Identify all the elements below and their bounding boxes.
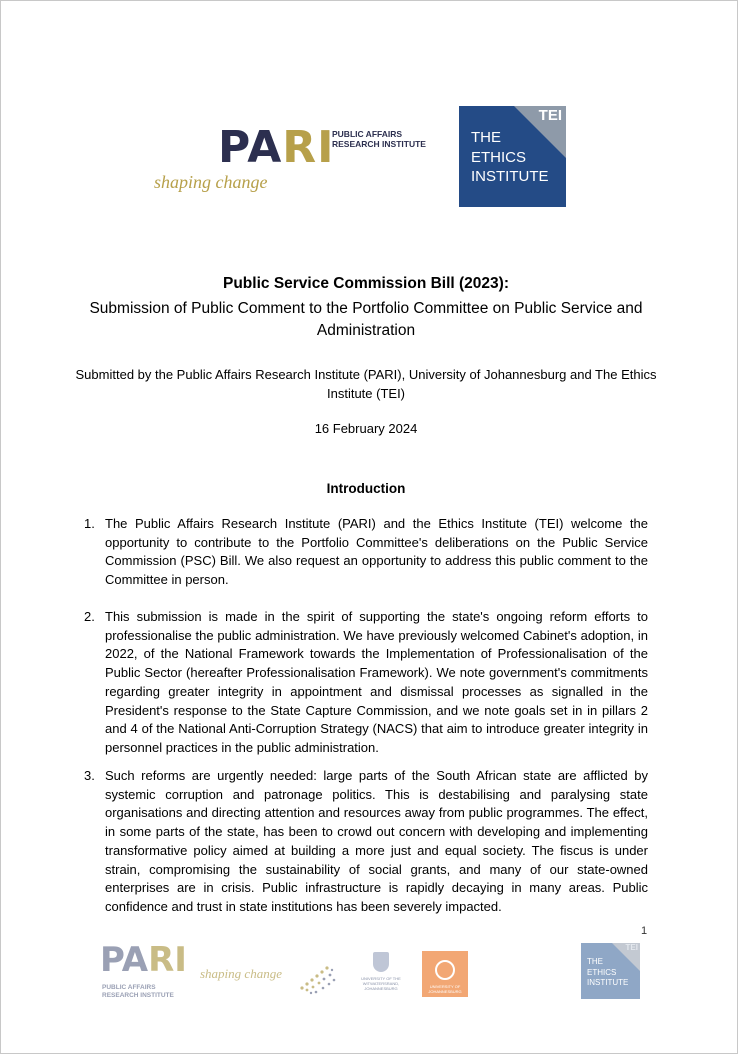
page-number: 1 (641, 925, 648, 937)
footer-pari-mark: PARI (100, 940, 187, 980)
pari-logo-subtitle: PUBLIC AFFAIRS RESEARCH INSTITUTE (332, 129, 426, 149)
footer-tei-name: THE ETHICS INSTITUTE (587, 957, 629, 987)
footer-uj-logo (422, 951, 468, 997)
document-subtitle: Submission of Public Comment to the Portfolio Committee on Public Service and Administration (89, 300, 643, 339)
paragraph-text: Such reforms are urgently needed: large parts of the South African state are afflicted by systemic corruption and patronage politics. This is destabilising and paralysing state organisations and directing attention and resources away from public programmes. The effect, in some parts of the state, has been to crowd out concern with developing and implementing transformative policy aimed at building a more just and equal society. The fiscus is under strain, compromising the sustainability of social grants, and many of our state-owned enterprises are in crisis. Public infrastructure is rapidly decaying in many areas. Public confidence and trust in state institutions has been severely impacted. (105, 768, 648, 914)
paragraph-2 (84, 608, 648, 758)
pari-tagline: shaping change (154, 172, 268, 192)
uj-emblem-icon (435, 960, 455, 980)
tei-logo-name: THE ETHICS INSTITUTE (471, 129, 549, 185)
paragraph-1 (84, 515, 648, 590)
footer-pari-logo (100, 940, 195, 1002)
footer-tei-logo (581, 943, 640, 999)
document-title: Public Service Commission Bill (2023): (223, 275, 509, 292)
paragraph-3 (84, 767, 648, 917)
document-byline: Submitted by the Public Affairs Research Institute (PARI), University of Johannesburg and The Ethics Institute (TEI) (75, 367, 657, 401)
tei-logo (459, 106, 566, 207)
footer-dots-logo (296, 962, 338, 996)
section-heading: Introduction (326, 481, 406, 496)
footer-wits-text: UNIVERSITY OF THE WITWATERSRAND, JOHANNESBURG (361, 976, 401, 991)
footer-uj-text: UNIVERSITY OF JOHANNESBURG (428, 984, 462, 994)
paragraph-text: The Public Affairs Research Institute (PARI) and the Ethics Institute (TEI) welcome the opportunity to contribute to the Portfolio Committee's deliberations on the Public Service Commission (PSC) Bill. We also request an opportunity to address this public comment to the Committee in person. (105, 516, 648, 588)
pari-logo-mark: PARI (218, 122, 335, 173)
pari-logo (152, 120, 442, 200)
paragraph-number: 1. (84, 516, 95, 531)
footer-tagline: shaping change (200, 966, 282, 981)
tei-logo-mark: TEI (538, 107, 562, 124)
document-date: 16 February 2024 (314, 421, 418, 436)
footer-tei-mark: TEI (625, 943, 638, 952)
wits-crest-icon (373, 952, 389, 972)
paragraph-number: 3. (84, 768, 95, 783)
paragraph-number: 2. (84, 609, 95, 624)
paragraph-text: This submission is made in the spirit of supporting the state's ongoing reform efforts to professionalise the public administration. We have previously welcomed Cabinet's adoption, in 2022, of the National Framework towards the Implementation of Professionalisation of the Public Sector (hereafter Professionalisation Framework). We note government's commitments regarding greater integrity in appointment and dismissal processes as signalled in the President's response to the State Capture Commission, and we note goals set in in pillars 2 and 4 of the National Anti-Corruption Strategy (NACS) that aim to introduce greater integrity in personnel practices in the public administration. (105, 609, 648, 755)
footer-pari-subtitle: PUBLIC AFFAIRS RESEARCH INSTITUTE (102, 984, 174, 999)
footer-wits-logo (355, 950, 407, 1002)
